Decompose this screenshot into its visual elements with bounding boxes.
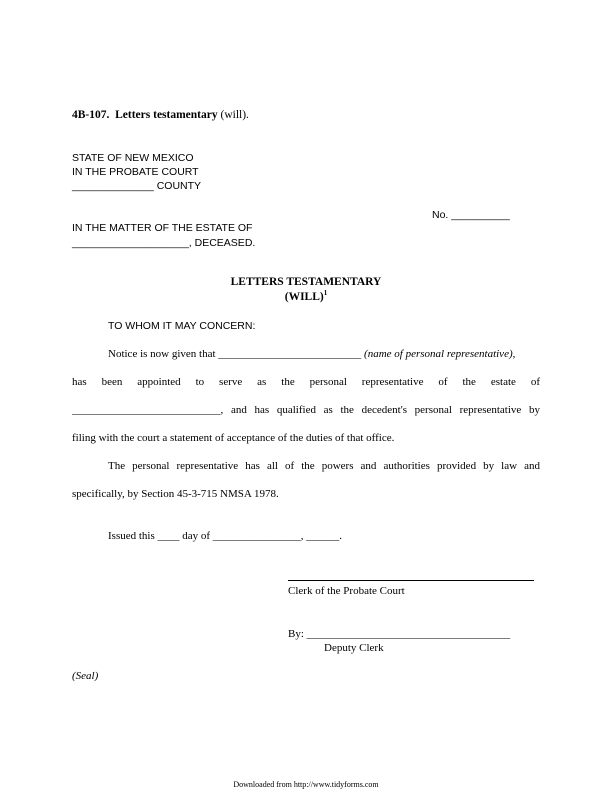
rule-number: 4B-107. [72,109,110,121]
estate-blank: ___________________________ [72,404,221,416]
deceased-label: , DECEASED. [188,237,256,249]
county-line [72,180,201,192]
state-line: STATE OF NEW MEXICO [72,152,194,164]
heading-paren: (will). [220,109,249,121]
salutation: TO WHOM IT MAY CONCERN: [108,320,256,332]
paragraph-notice [108,348,515,360]
issued-line: Issued this ____ day of ________________, ______. [108,530,343,542]
court-line: IN THE PROBATE COURT [72,166,199,178]
footer-link[interactable]: http://www.tidyforms.com [293,780,379,789]
deputy-label: Deputy Clerk [324,642,384,654]
document-title: LETTERS TESTAMENTARY [230,276,382,288]
matter-line: IN THE MATTER OF THE ESTATE OF [72,222,253,234]
county-label: COUNTY [156,180,202,192]
seal: (Seal) [72,670,99,682]
by-label: By: [288,628,304,640]
notice-prefix: Notice is now given that [108,348,216,360]
document-subtitle [0,291,612,303]
paragraph-filing: filing with the court a statement of acceptance of the duties of that office. [72,432,395,444]
rep-name-hint: (name of personal representative) [364,348,513,360]
by-line [288,628,510,640]
deputy-signature-blank: _____________________________________ [306,628,511,640]
paragraph-section: specifically, by Section 45-3-715 NMSA 1978. [72,488,279,500]
notice-comma: , [512,348,516,360]
paragraph-qualified [72,404,540,416]
paragraph-appointed: has been appointed to serve as the personal representative of the estate of [72,376,540,388]
paragraph-powers: The personal representative has all of the powers and authorities provided by law and [108,460,540,472]
subtitle-text: (WILL) [284,291,324,303]
case-number: No. __________ [432,209,510,221]
qualified-text: , and has qualified as the decedent's personal representative by [220,404,540,416]
deceased-line [72,237,255,249]
footer-prefix: Downloaded from [233,780,292,789]
heading-title: Letters testamentary [115,109,218,121]
clerk-label: Clerk of the Probate Court [288,585,405,597]
clerk-signature-line [288,580,534,581]
rep-name-blank: __________________________ [218,348,362,360]
heading [72,109,249,121]
footnote-mark: 1 [323,289,328,298]
footer [0,780,612,789]
decedent-blank: ____________________ [72,237,189,249]
county-blank: ______________ [72,180,154,192]
